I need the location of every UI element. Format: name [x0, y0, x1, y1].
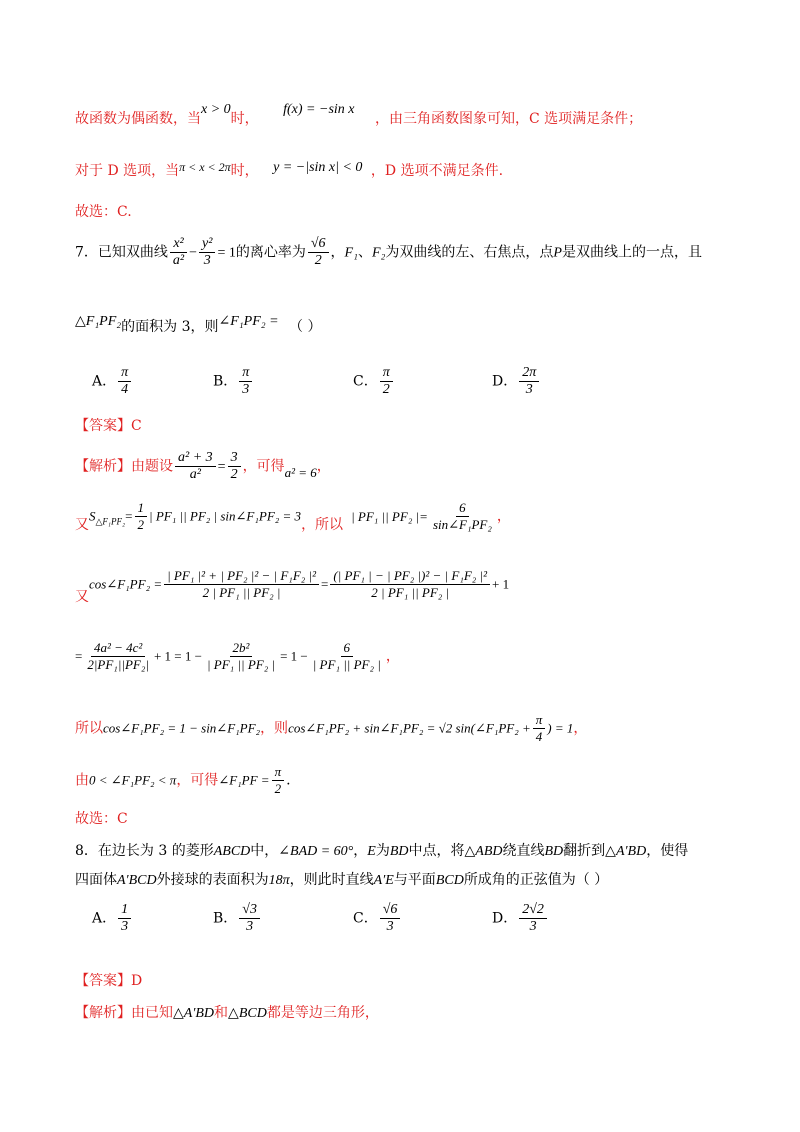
q7-solution-4: = $\frac{\text{4a² − 4c²}}{\text{2|PF₁||PF₂|}}$ + 1 = 1 − $\frac{\text{2b²}}{\text{| PF₁ || PF₂ |}}$ = 1 − $\frac{6}{\text{| PF₁ || PF₂ |}}$ ，: [75, 640, 400, 672]
q7-option-c: C． $\frac{\pi}{2}$: [353, 365, 395, 398]
answer-select-c: 故选：C.: [75, 204, 132, 220]
q8-solution-1: 【解析】由已知△A′BD和△BCD都是等边三角形，: [75, 1005, 379, 1021]
question-7-stem: 7．已知双曲线 $\frac{\text{x²}}{\text{a²}}$ − $\frac{\text{y²}}{3}$ = 1的离心率为 $\frac{√6}{2}$ ，F₁、F₂为双曲线的左、右焦点，点P是双曲线上的一点，且: [75, 236, 702, 268]
q7-solution-5: 所以cos∠F₁PF₂ = 1 − sin∠F₁PF₂，则cos∠F₁PF₂ + sin∠F₁PF₂ = √2 sin(∠F₁PF₂ + $\frac{\pi}{4}$ ) = 1，: [75, 712, 588, 744]
solution-line-option-d: 对于 D 选项，当π < x < 2π时， y = −|sin x| < 0 ，D 选项不满足条件.: [75, 160, 504, 179]
question-8-stem-2: 四面体A′BCD外接球的表面积为18π，则此时直线A′E与平面BCD所成角的正弦值为（ ）: [75, 872, 609, 888]
solution-line-even-function: 故函数为偶函数，当x > 0时， f(x) = −sin x ，由三角函数图象可知，C 选项满足条件；: [75, 102, 643, 127]
q7-solution-3: 又cos∠F₁PF₂ = $\frac{\text{| PF₁ |² + | PF₂ |² − | F₁F₂ |²}}{\text{2 | PF₁ || PF₂ |}}$ = $\frac{\text{(| PF₁ | − | PF₂ |)² − | F₁F₂ |²}}{\text{2 | PF₁ || PF₂ |}}$ + 1: [75, 568, 510, 605]
q7-solution-6: 由0 < ∠F₁PF₂ < π，可得∠F₁PF = $\frac{\pi}{2}$ .: [75, 764, 291, 796]
q7-option-a: A． $\frac{\pi}{4}$: [92, 365, 133, 398]
question-8-stem: 8．在边长为 3 的菱形ABCD中，∠BAD = 60°，E为BD中点，将△ABD绕直线BD翻折到△A′BD，使得: [75, 843, 689, 859]
hyperbola-x-term: $\frac{\text{x²}}{\text{a²}}$: [170, 236, 187, 269]
q7-option-b: B． $\frac{\pi}{3}$: [213, 365, 254, 398]
q8-option-c: C． $\frac{√6}{3}$: [353, 902, 402, 935]
q7-option-d: D． $\frac{2\pi}{3}$: [492, 365, 541, 398]
q7-solution-1: 【解析】由题设 $\frac{\text{a² + 3}}{\text{a²}}$ = $\frac{3}{2}$ ，可得a² = 6，: [75, 450, 331, 482]
q7-select: 故选：C: [75, 811, 128, 827]
q8-answer: 【答案】D: [75, 973, 143, 989]
q7-solution-2: 又$S_{\triangle F_1PF_2}=$ $\frac{1}{2}$ | PF₁ || PF₂ | sin∠F₁PF₂ = 3，所以| PF₁ || PF₂ |= $\frac{6}{\text{sin∠F₁PF₂}}$ ，: [75, 500, 511, 533]
eccentricity-fraction: $\frac{√6}{2}$: [308, 236, 329, 269]
q8-option-d: D． $\frac{2√2}{3}$: [492, 902, 549, 935]
hyperbola-y-term: $\frac{\text{y²}}{3}$: [199, 236, 215, 269]
q8-option-a: A． $\frac{1}{3}$: [92, 902, 133, 935]
q7-answer: 【答案】C: [75, 418, 142, 434]
q8-option-b: B． $\frac{√3}{3}$: [213, 902, 262, 935]
question-7-stem-2: △F₁PF₂的面积为 3，则∠F₁PF₂ = （ ）: [75, 314, 322, 335]
